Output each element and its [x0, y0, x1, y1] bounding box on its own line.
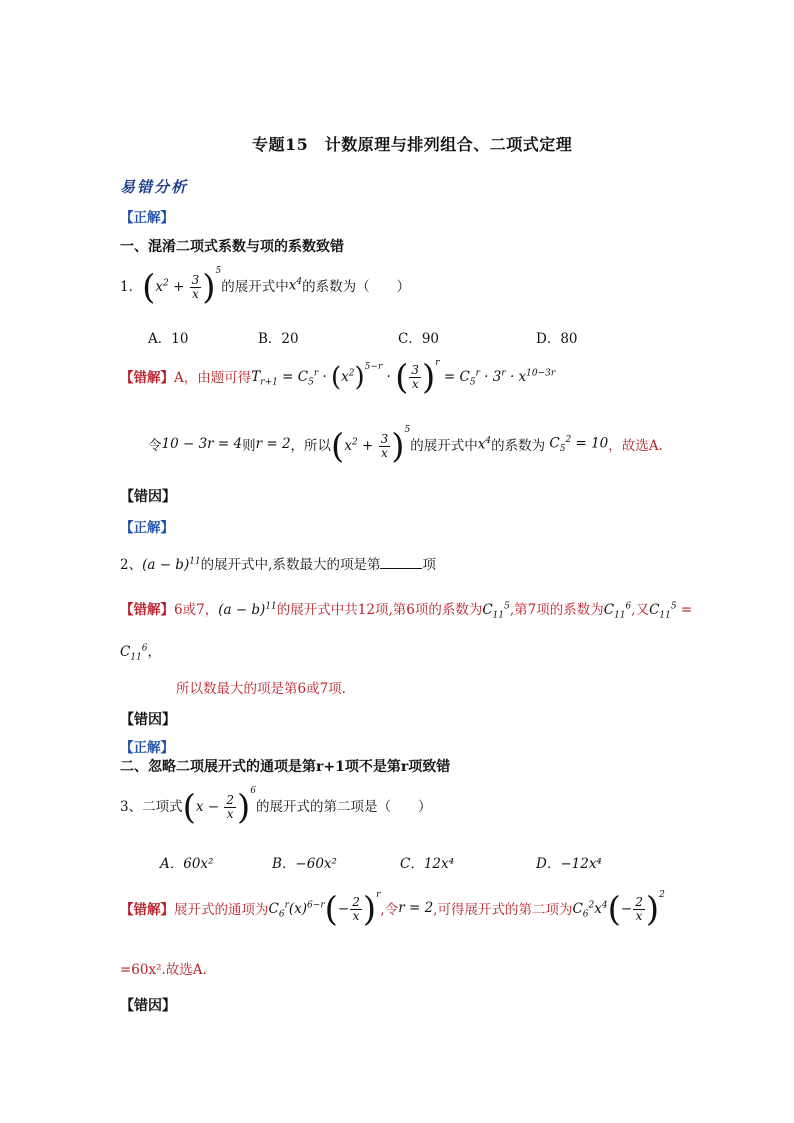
question-3-stem: 3、二项式 (x − $\frac{2}{x}$ )$^6$ 的展开式的第二项是（ ） — [120, 786, 432, 828]
q1-option-d: D．80 — [536, 331, 578, 347]
question-2-stem: 2、$(a - b)^{11}$的展开式中,系数最大的项是第 项 — [120, 556, 436, 573]
q3-option-a: A．60x² — [160, 856, 214, 872]
q1-general-term: $T_{r+1} = C_5^r \cdot (x^2)^{5-r}$ · ( $\frac{3}{x}$ )$^r = C_5^r \cdot 3^r \cdot x^{10-3r}$ — [251, 357, 556, 398]
section-tag: 易错分析 — [120, 178, 189, 196]
answer-blank — [380, 558, 422, 569]
cuoyin-label-1: 【错因】 — [120, 489, 176, 505]
question-1-stem: 1． ($x^2$ + $\frac{3}{x}$ )$^5$ 的展开式中 $x^4$ 的系数为（ ） — [120, 266, 411, 308]
q1-number: 1． — [120, 279, 143, 296]
q1-wrong-line2: 令 10 − 3r = 4 则 r = 2 ，所以 ($x^2$ + $\frac{3}{x}$ )$^5$ 的展开式中 $x^4$ 的系数为 $C_5^2 = 10$ ，故选A. — [148, 425, 663, 467]
q2-conclusion: 所以数最大的项是第6或7项. — [176, 681, 346, 697]
cuoyin-label-3: 【错因】 — [120, 998, 176, 1014]
cuojie-label-1: 【错解】 — [120, 370, 174, 387]
q1-option-b: B．20 — [258, 331, 299, 347]
q1-stem-end: 的系数为（ ） — [302, 279, 411, 296]
section-heading-2: 二、忽略二项展开式的通项是第r+1项不是第r项致错 — [120, 759, 451, 775]
q1-stem-after: 的展开式中 — [221, 279, 289, 296]
q1-option-a: A．10 — [148, 331, 189, 347]
q3-wrong-continuation: =60x².故选A. — [120, 962, 207, 978]
q2-wrong-continuation: $C_{11}^6$， — [120, 643, 162, 663]
q3-option-c: C．12x⁴ — [400, 856, 455, 872]
q1-option-c: C．90 — [398, 331, 440, 347]
section-heading-1: 一、混淆二项式系数与项的系数致错 — [120, 239, 344, 255]
zhengjie-label-1: 【正解】 — [120, 210, 174, 226]
q1-wrong-solution — [120, 357, 556, 398]
page-title: 专题15 计数原理与排列组合、二项式定理 — [252, 135, 573, 154]
zhengjie-label-2: 【正解】 — [120, 520, 174, 536]
q1-wrong-intro: A，由题可得 — [174, 370, 252, 387]
q3-option-d: D．−12x⁴ — [536, 856, 602, 872]
cuoyin-label-2: 【错因】 — [120, 712, 176, 728]
q3-option-b: B．−60x² — [272, 856, 337, 872]
q2-wrong-solution: 【错解】6或7，$(a - b)^{11}$的展开式中共12项,第6项的系数为$C_{11}^5$,第7项的系数为$C_{11}^6$,又$C_{11}^5$ = — [120, 601, 693, 621]
zhengjie-label-3: 【正解】 — [120, 740, 174, 756]
q3-wrong-solution: 【错解】 展开式的通项为 $C_6^r(x)^{6-r}(-$ $\frac{2}{x}$ )$^r$ ,令 r = 2 ,可得展开式的第二项为 $C_6^2x^4(-$ $\frac{2}{x}$ )$^2$ — [120, 889, 665, 930]
q1-expression: ($x^2$ + $\frac{3}{x}$ )$^5$ — [142, 266, 222, 308]
